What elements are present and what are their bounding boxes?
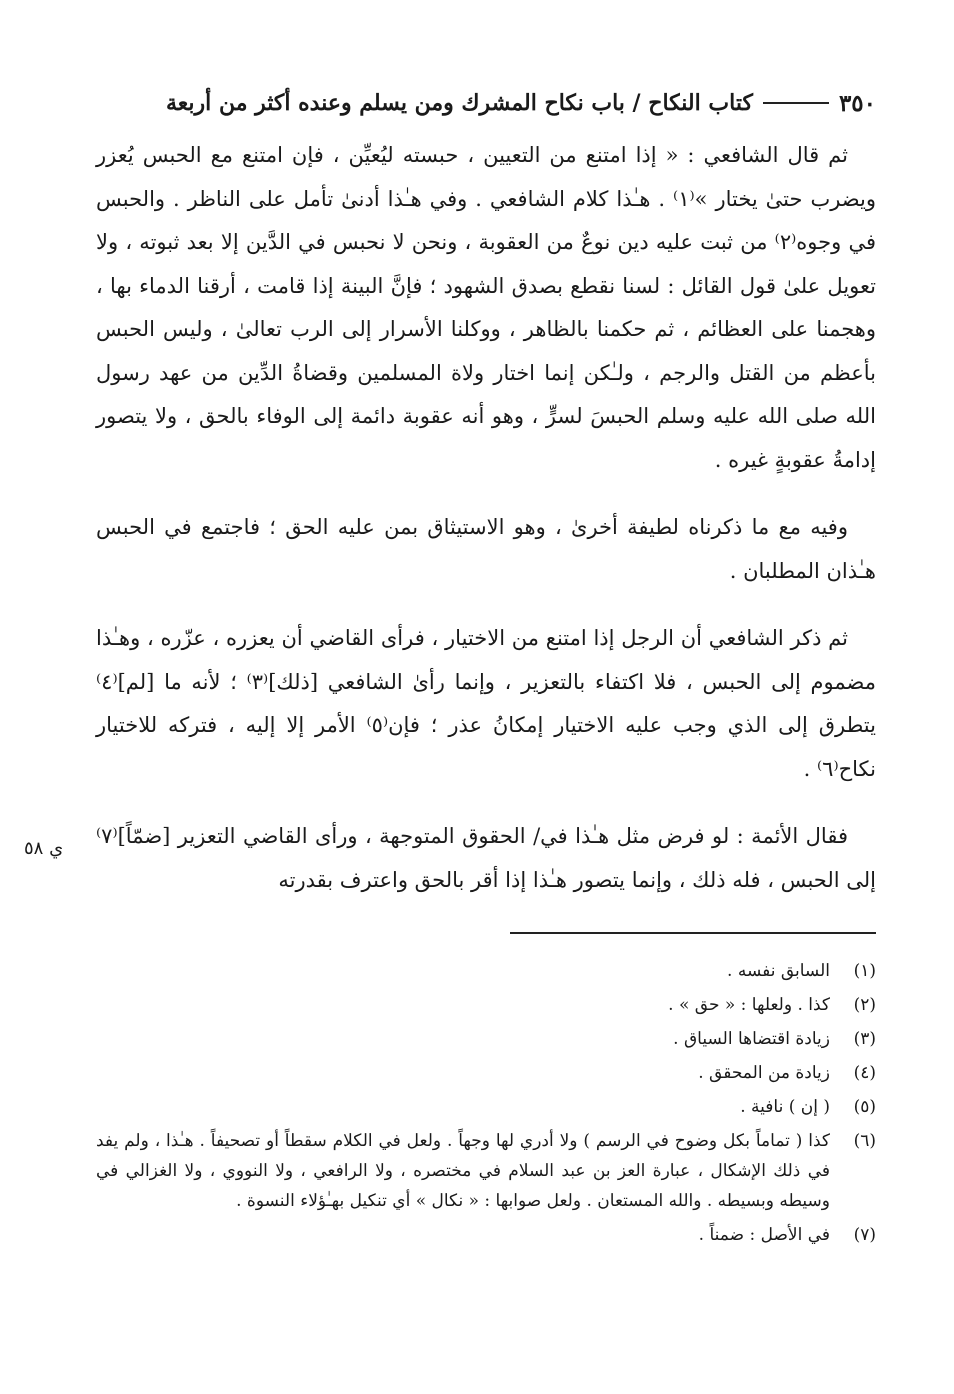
running-header (96, 80, 876, 126)
footnote-number: (٧) (853, 1225, 876, 1245)
footnote-text: زيادة اقتضاها السياق . (673, 1029, 830, 1049)
main-text (96, 134, 876, 926)
paragraph-3: ثم ذكر الشافعي أن الرجل إذا امتنع من الاختيار ، فرأى القاضي أن يعزره ، عزّره ، وهـٰذا مضموم إلى الحبس ، فلا اكتفاء بالتعزير ، وإنما رأىٰ الشافعي [ذلك]⁽٣⁾ ؛ لأنه ما [لم]⁽٤⁾ يتطرق إلى الذي وجب عليه الاختيار إمكانُ عذر ؛ فإن⁽٥⁾ الأمر إلا إليه ، فتركه للاختيار نكاح⁽٦⁾ . (96, 626, 876, 781)
footnote-separator (510, 932, 876, 934)
footnote-text: في الأصل : ضمناً . (698, 1225, 830, 1245)
header-rule (763, 102, 829, 104)
footnote-item (96, 990, 876, 1020)
footnotes (96, 956, 876, 1254)
footnote-number: (٦) (853, 1131, 876, 1151)
footnote-text: السابق نفسه . (727, 961, 830, 981)
footnote-item (96, 1058, 876, 1088)
manuscript-folio-marker: ي ٥٨ (24, 838, 64, 859)
footnote-number: (٤) (853, 1063, 876, 1083)
footnote-text: كذا ( تماماً بكل وضوح في الرسم ) ولا أدري لها وجهاً . ولعل في الكلام سقطاً أو تصحيفاً . هـٰذا ، ولم يفد في ذلك الإشكال ، عبارة العز بن عبد السلام في مختصره ، ولا الرافعي ، ولا النووي ، ولا الغزالي في وسيطه وبسيطه . والله المستعان . ولعل صوابها : « نكال » أي تنكيل بهـٰؤلاء النسوة . (96, 1131, 830, 1211)
footnote-number: (٣) (853, 1029, 876, 1049)
footnote-item (96, 1220, 876, 1250)
running-title: كتاب النكاح / باب نكاح المشرك ومن يسلم وعنده أكثر من أربعة (166, 90, 753, 116)
footnote-number: (٥) (853, 1097, 876, 1117)
footnote-item (96, 1024, 876, 1054)
footnote-number: (٢) (853, 995, 876, 1015)
footnote-text: ( إن ) نافية . (740, 1097, 830, 1117)
footnote-item (96, 956, 876, 986)
footnote-text: زيادة من المحقق . (698, 1063, 830, 1083)
paragraph-4: فقال الأئمة : لو فرض مثل هـٰذا في/ الحقوق المتوجهة ، ورأى القاضي التعزير [ضمّاً]⁽٧⁾ إلى الحبس ، فله ذلك ، وإنما يتصور هـٰذا إذا أقر بالحق واعترف بقدرته (96, 824, 876, 892)
page-number: ٣٥٠ (838, 89, 876, 117)
footnote-number: (١) (853, 961, 876, 981)
paragraph-2: وفيه مع ما ذكرناه لطيفة أخرىٰ ، وهو الاستيثاق بمن عليه الحق ؛ فاجتمع في الحبس هـٰذان المطلبان . (96, 515, 876, 583)
paragraph-1: ثم قال الشافعي : « إذا امتنع من التعيين ، حبسته ليُعيِّن ، فإن امتنع مع الحبس يُعزر ويضرب حتىٰ يختار »⁽١⁾ . هـٰذا كلام الشافعي . وفي هـٰذا أدنىٰ تأمل على الناظر . والحبس في وجوه⁽٢⁾ من ثبت عليه دين نوعٌ من العقوبة ، ونحن لا نحبس في الدَّين إلا بعد ثبوته ، ولا تعويل علىٰ قول القائل : لسنا نقطع بصدق الشهود ؛ فإنَّ البينة إذا قامت ، أرقنا الدماء بها ، وهجمنا على العظائم ، ثم حكمنا بالظاهر ، ووكلنا الأسرار إلى الرب تعالىٰ ، وليس الحبس بأعظم من القتل والرجم ، ولـٰكن إنما اختار ولاة المسلمين وقضاةُ الدِّين من عهد رسول الله صلى الله عليه وسلم الحبسَ لسرٍّ ، وهو أنه عقوبة دائمة إلى الوفاء بالحق ، ولا يتصور إدامةُ عقوبةٍ غيره . (96, 143, 876, 472)
footnote-item (96, 1126, 876, 1216)
footnote-text: كذا . ولعلها : « حق » . (668, 995, 830, 1015)
footnote-item (96, 1092, 876, 1122)
